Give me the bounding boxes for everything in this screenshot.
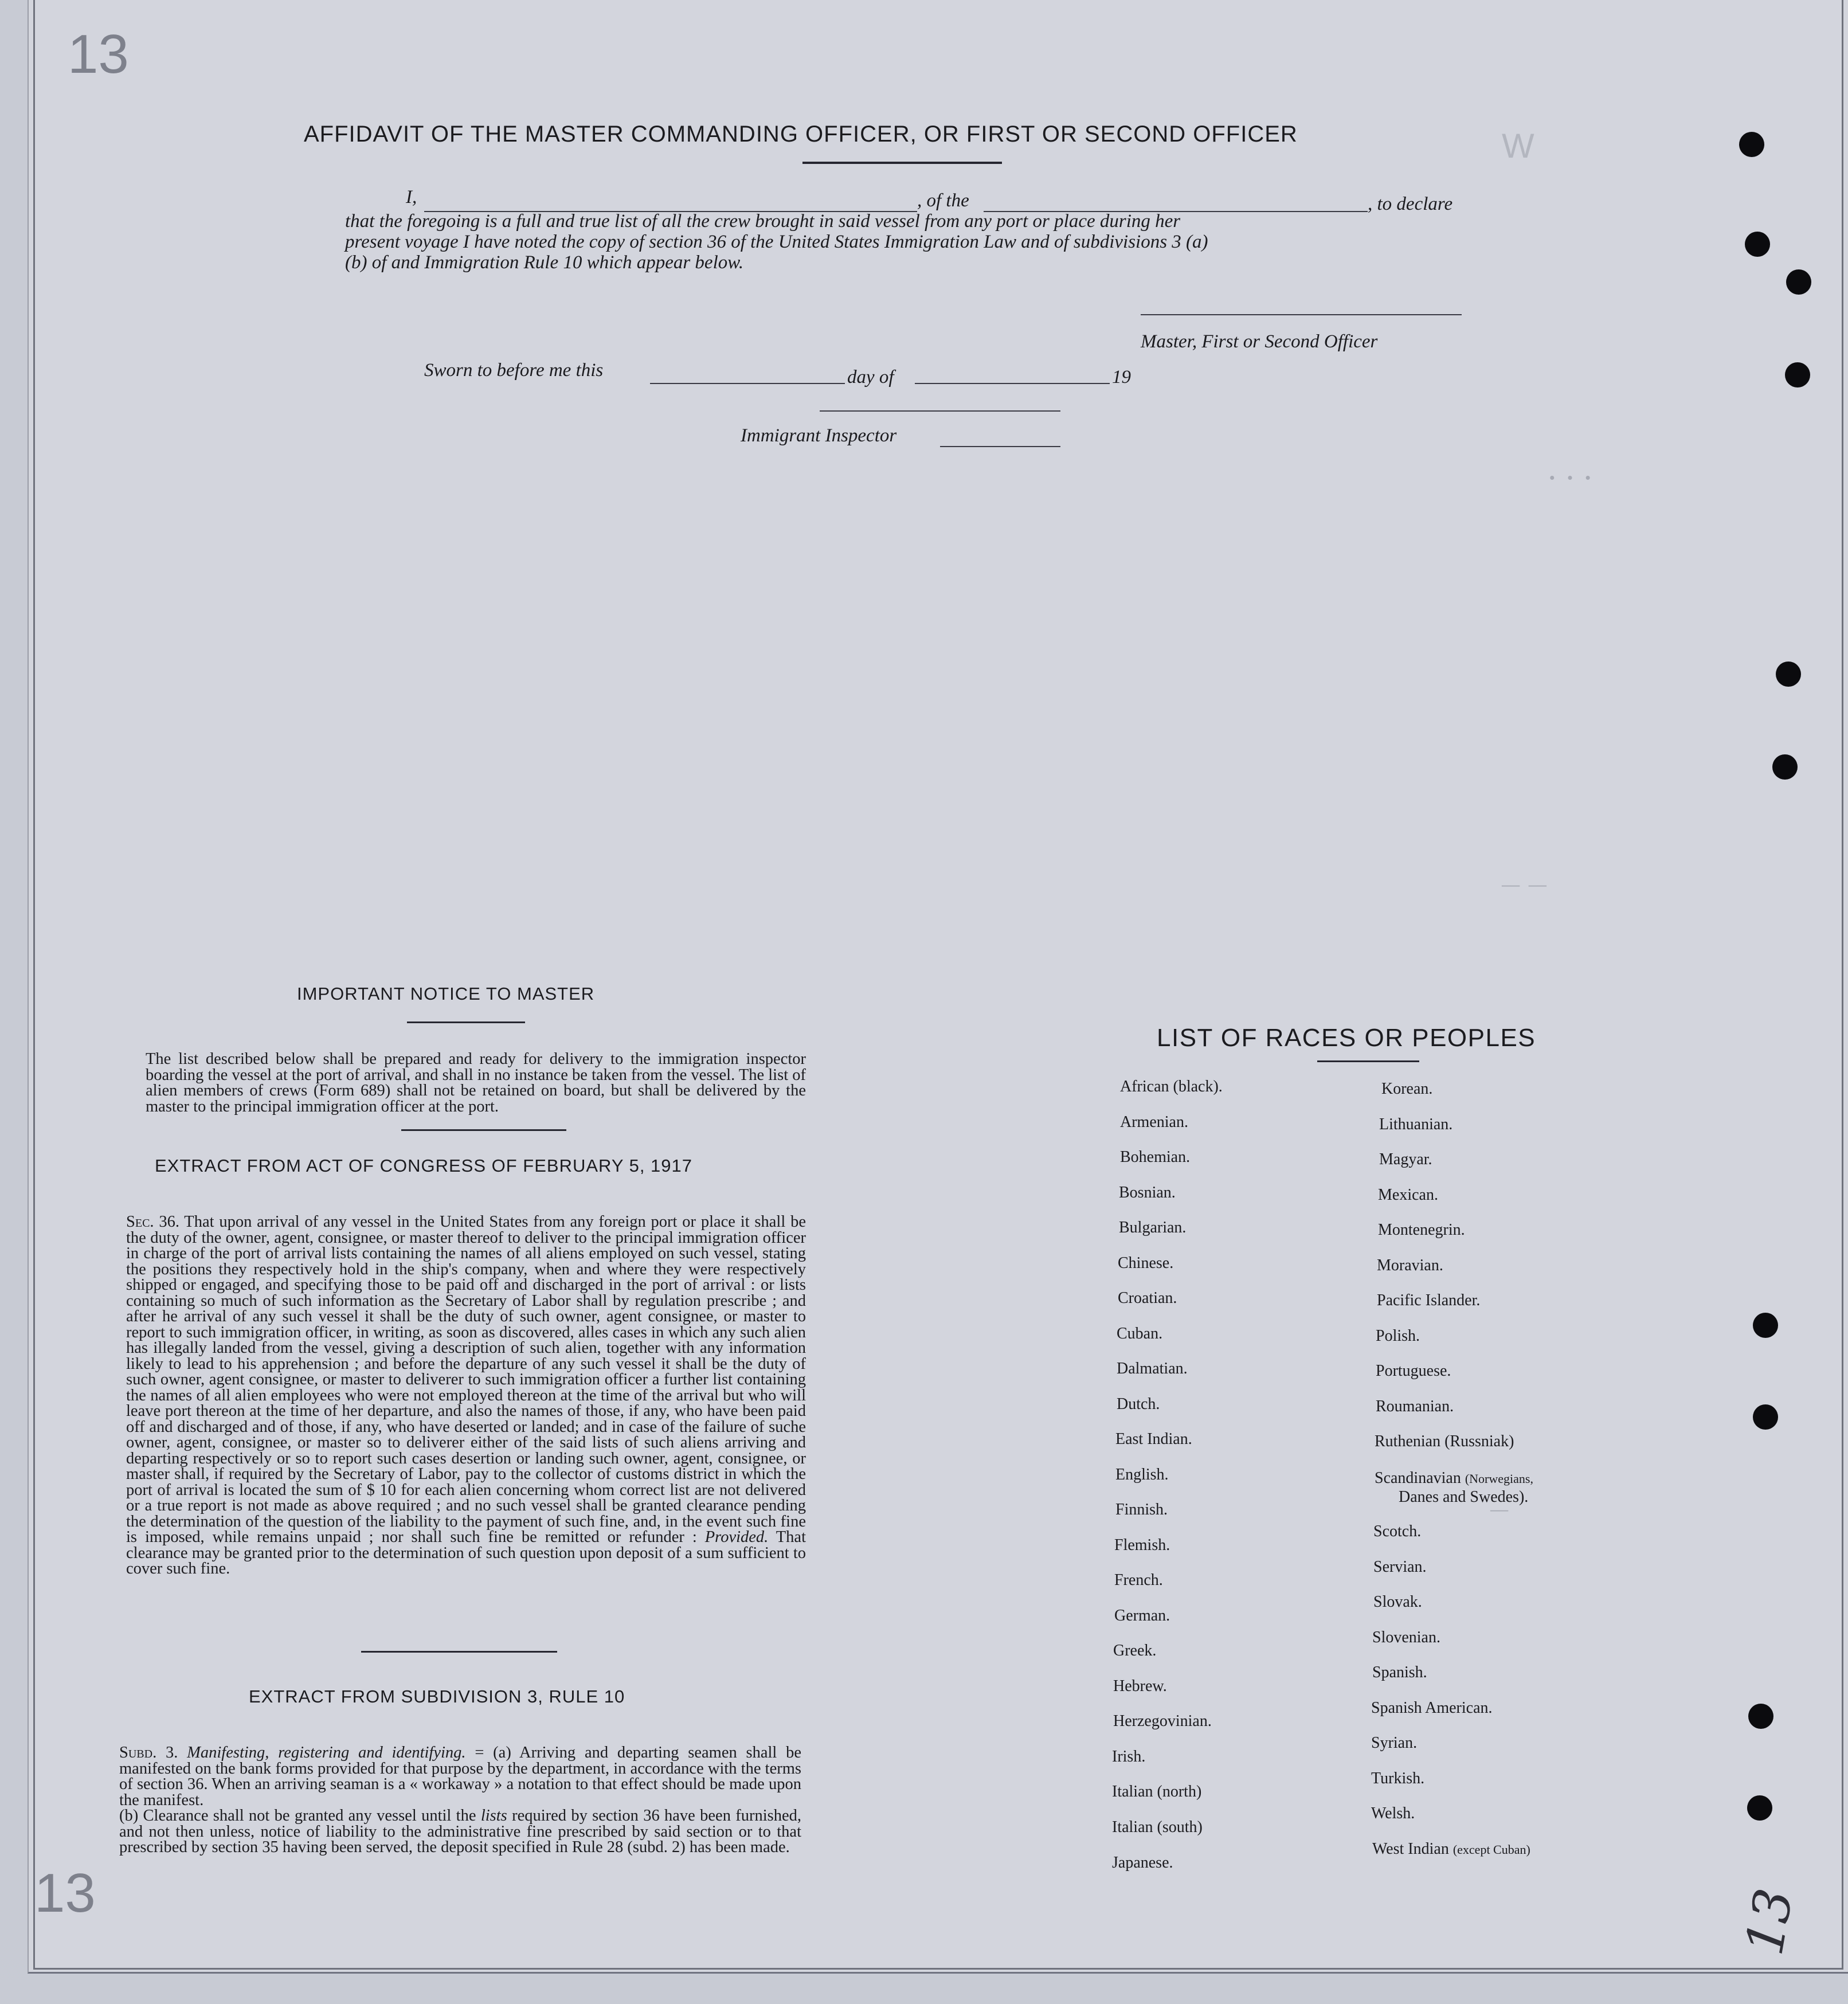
notice-rule	[407, 1021, 525, 1023]
race-item: Cuban.	[1117, 1325, 1163, 1342]
race-item: Dutch.	[1117, 1395, 1160, 1413]
races-title-rule	[1317, 1060, 1419, 1062]
rule10-subd-label: Subd. 3.	[119, 1744, 178, 1762]
race-item: East Indian.	[1115, 1430, 1192, 1448]
race-item: Welsh.	[1371, 1805, 1415, 1822]
race-item: African (black).	[1120, 1078, 1223, 1095]
affidavit-i: I,	[406, 187, 417, 208]
race-item: Spanish.	[1372, 1664, 1427, 1681]
page-number-bottom-left: 13	[34, 1862, 96, 1924]
title-rule	[802, 162, 1002, 164]
notice-heading: IMPORTANT NOTICE TO MASTER	[297, 984, 595, 1004]
race-item: Italian (south)	[1112, 1818, 1203, 1836]
affidavit-line3: present voyage I have noted the copy of section 36 of the United States Immigration Law and of subdivisions 3 (a)	[345, 232, 1208, 252]
rule10-body-a: = (a) Arriving and departing seamen shall be manifested on the bank forms provided for that purpose by the department, in accordance with the terms of section 36. When an arriving seaman is a « workaway » a notation to that effect should be made upon the manifest.	[119, 1744, 802, 1809]
race-item: Chinese.	[1118, 1254, 1174, 1272]
binder-hole-icon	[1739, 132, 1764, 157]
race-item-west-indian	[1372, 1840, 1530, 1858]
race-west-indian-paren: (except Cuban)	[1452, 1842, 1530, 1857]
race-item: Korean.	[1381, 1080, 1433, 1098]
race-item: French.	[1114, 1571, 1163, 1589]
affidavit-of-the: , of the	[917, 190, 969, 211]
race-item: Mexican.	[1378, 1186, 1438, 1204]
race-item: Roumanian.	[1376, 1398, 1454, 1415]
race-item: Magyar.	[1379, 1150, 1432, 1168]
inspector-signature-line	[820, 410, 1060, 412]
races-title: LIST OF RACES OR PEOPLES	[1157, 1024, 1536, 1052]
sworn-month-line	[915, 383, 1110, 384]
master-signature-line	[1141, 314, 1462, 315]
race-item: Syrian.	[1371, 1734, 1418, 1752]
race-item: Bulgarian.	[1119, 1219, 1187, 1236]
race-item: Turkish.	[1371, 1770, 1425, 1787]
race-item: Slovak.	[1373, 1593, 1422, 1611]
race-west-indian: West Indian	[1372, 1840, 1449, 1858]
race-item: Moravian.	[1377, 1257, 1443, 1274]
binder-hole-icon	[1753, 1313, 1778, 1338]
notice-text: The list described below shall be prepared and ready for delivery to the immigration inspector boarding the vessel at the port of arrival, and shall in no instance be taken from the vessel. The list of alien members of crews (Form 689) shall not be retained on board, but shall be delivered by the master to the principal immigration officer at the port.	[146, 1050, 806, 1115]
race-item: Greek.	[1113, 1642, 1157, 1659]
race-item: Croatian.	[1118, 1289, 1177, 1307]
race-item: Dalmatian.	[1117, 1360, 1188, 1377]
race-item: Polish.	[1376, 1327, 1420, 1345]
binder-hole-icon	[1786, 269, 1811, 295]
act-end-rule	[361, 1651, 557, 1653]
binder-hole-icon	[1745, 232, 1770, 257]
race-item: Scotch.	[1373, 1522, 1422, 1540]
binder-hole-icon	[1776, 662, 1801, 687]
race-item: English.	[1115, 1466, 1169, 1484]
act-heading: EXTRACT FROM ACT OF CONGRESS OF FEBRUARY 5, 1917	[155, 1156, 693, 1176]
affidavit-line2: that the foregoing is a full and true list of all the crew brought in said vessel from any port or place during her	[345, 211, 1181, 232]
binder-hole-icon	[1772, 754, 1798, 780]
race-item: Lithuanian.	[1379, 1115, 1453, 1133]
sworn-label: Sworn to before me this	[424, 360, 604, 381]
rule10-heading: EXTRACT FROM SUBDIVISION 3, RULE 10	[249, 1686, 625, 1706]
race-scandinavian-main: Scandinavian	[1375, 1469, 1461, 1487]
race-item: Ruthenian (Russniak)	[1375, 1432, 1514, 1450]
race-item: Japanese.	[1112, 1854, 1173, 1872]
binder-hole-icon	[1747, 1795, 1772, 1821]
sworn-day-line	[650, 383, 845, 384]
race-item: Bohemian.	[1120, 1148, 1191, 1166]
act-body: That upon arrival of any vessel in the United States from any foreign port or place it shall be the duty of the owner, agent, consignee, or master thereof to deliver to the principal immigration officer in charge of the port of arrival lists containing the names of all aliens employed on such vessel, stating the positions they respectively hold in the ship's company, when and where they were respectively shipped or engaged, and specifying those to be paid off and discharged in the port of arrival : or lists containing so much of such information as the Secretary of Labor shall by regulation prescribe ; and after he arrival of any such vessel it shall be the duty of such owner, agent consignee, or master to report to such immigration officer, in writing, as soon as discovered, alles cases in which any such alien has illegally landed from the vessel, giving a description of such alien, together with any information likely to lead to his apprehension ; and before the departure of any such vessel it shall be the duty of such owner, agent consignee, or master to deliverer to such immigration officer a further list containing the names of all alien employees who were not employed thereon at the time of the arrival but who will leave port thereon at the time of her departure, and also the names of those, if any, who have been paid off and discharged and of those, if any, who have deserted or landed; and in case of the failure of suche owner, agent, consignee, or master so to deliverer either of the said lists of such aliens arriving and departing respectively or so to report such cases desertion or landing such owner, agent, consignee, or master shall, if required by the Secretary of Labor, pay to the collector of customs district in which the port of arrival is located the sum of $ 10 for each alien concerning whom correct list are not delivered or a true report is not made as above required ; and no such vessel shall be granted clearance pending the determination of the question of the liability to the payment of such fine, and, in the event such fine is imposed, while remains unpaid ; nor shall such fine be remitted or refunder :	[126, 1213, 806, 1546]
race-item: Pacific Islander.	[1377, 1291, 1481, 1309]
race-item: Montenegrin.	[1378, 1221, 1465, 1239]
year-prefix: 19	[1112, 367, 1131, 388]
rule10-lists: lists	[480, 1807, 507, 1825]
race-item: Italian (north)	[1112, 1783, 1202, 1801]
race-item: Armenian.	[1120, 1113, 1188, 1131]
race-item: Bosnian.	[1119, 1184, 1176, 1201]
race-item: Slovenian.	[1372, 1629, 1440, 1646]
inspector-tail-line	[940, 446, 1060, 447]
race-item: Finnish.	[1115, 1501, 1168, 1518]
rule10-body-b-end: required by section 36 have been furnished, and not then unless, notice of liability to the administrative fine prescribed by said section or to that prescribed by section 35 having been served, the deposit specified in Rule 28 (subd. 2) has been made.	[119, 1807, 802, 1856]
rule10-text-a	[119, 1745, 801, 1808]
race-item: Spanish American.	[1371, 1699, 1493, 1717]
page-number-top-left: 13	[68, 24, 129, 85]
race-item: Flemish.	[1114, 1536, 1170, 1554]
rule10-body-b-start: (b) Clearance shall not be granted any vessel until the	[119, 1807, 476, 1825]
binder-hole-icon	[1753, 1404, 1778, 1430]
page-number-bottom-right: 13	[1734, 1884, 1805, 1960]
act-provided: Provided.	[704, 1528, 769, 1546]
race-scandinavian-line2: Danes and Swedes).	[1399, 1488, 1529, 1506]
act-sec-label: Sec. 36.	[126, 1213, 179, 1231]
binder-hole-icon	[1785, 362, 1810, 388]
race-item: Servian.	[1373, 1558, 1427, 1576]
rule10-subd-title: Manifesting, registering and identifying.	[187, 1744, 466, 1762]
notice-end-rule	[401, 1129, 566, 1131]
race-item-scandinavian	[1375, 1469, 1533, 1488]
affidavit-to-declare: , to declare	[1368, 194, 1453, 214]
race-scandinavian-paren: (Norwegians,	[1465, 1471, 1533, 1486]
affidavit-line4: (b) of and Immigration Rule 10 which appear below.	[345, 252, 744, 273]
affidavit-title: AFFIDAVIT OF THE MASTER COMMANDING OFFICER, OR FIRST OR SECOND OFFICER	[304, 122, 1298, 147]
day-of-label: day of	[847, 367, 894, 388]
race-item: Portuguese.	[1376, 1362, 1451, 1380]
race-item: Irish.	[1112, 1748, 1146, 1766]
race-item: German.	[1114, 1607, 1170, 1625]
binder-hole-icon	[1748, 1704, 1773, 1729]
act-body-end: That clearance may be granted prior to the determination of such question upon deposit of a sum sufficient to cover such fine.	[126, 1528, 806, 1578]
inspector-label: Immigrant Inspector	[741, 425, 897, 446]
race-item: Hebrew.	[1113, 1677, 1167, 1695]
rule10-text-b	[119, 1808, 801, 1856]
master-signature-label: Master, First or Second Officer	[1141, 331, 1378, 352]
act-text	[126, 1214, 806, 1577]
race-item: Herzegovinian.	[1113, 1712, 1212, 1730]
